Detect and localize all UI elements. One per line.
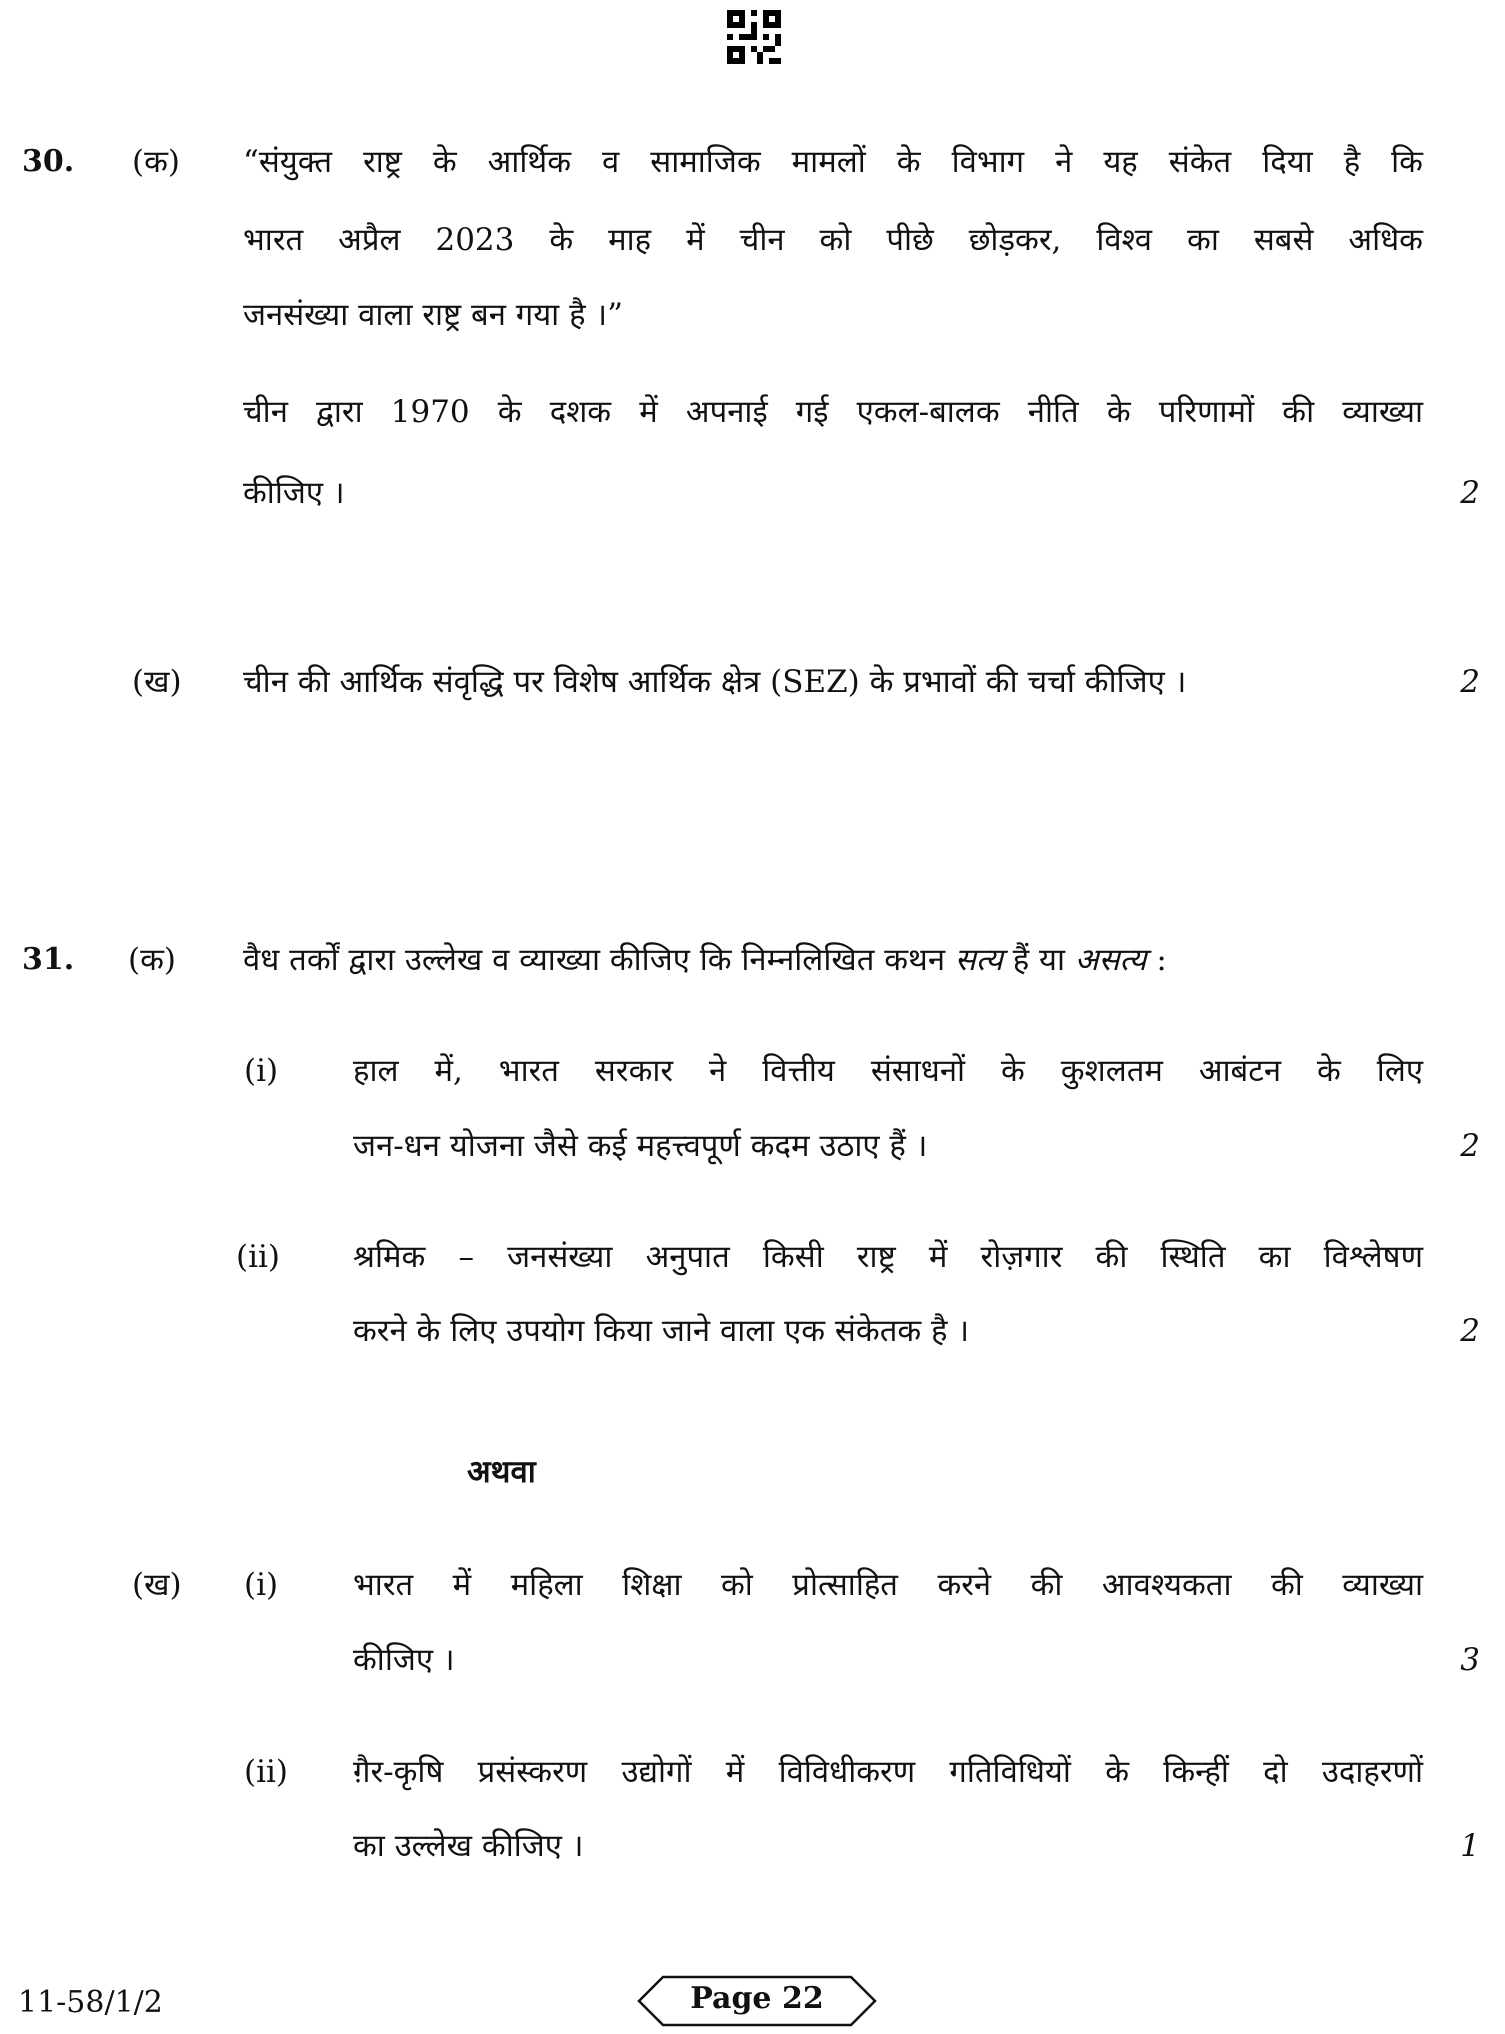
paper-code: 11-58/1/2 <box>18 1985 163 2020</box>
question-intro <box>243 940 1423 980</box>
marks: 3 <box>1460 1642 1480 1678</box>
subpart-label: (ii) <box>244 1754 289 1790</box>
question-text-line: भारत में महिला शिक्षा को प्रोत्साहित करने की आवश्यकता की व्याख्या <box>353 1567 1423 1603</box>
question-text-line: भारत अप्रैल 2023 के माह में चीन को पीछे छोड़कर, विश्व का सबसे अधिक <box>243 222 1423 258</box>
part-label: (क) <box>132 144 180 180</box>
question-text-line: चीन द्वारा 1970 के दशक में अपनाई गई एकल-बालक नीति के परिणामों की व्याख्या <box>243 394 1423 430</box>
marks: 2 <box>1460 664 1480 700</box>
intro-text: वैध तर्कों द्वारा उल्लेख व व्याख्या कीजिए कि निम्नलिखित कथन <box>243 942 946 978</box>
or-label: अथवा <box>467 1454 536 1490</box>
intro-false: असत्य <box>1074 942 1147 978</box>
question-text-line: जन-धन योजना जैसे कई महत्त्वपूर्ण कदम उठाए हैं । <box>353 1128 928 1164</box>
question-number: 30. <box>22 144 75 179</box>
subpart-label: (i) <box>244 1053 279 1089</box>
intro-colon: : <box>1156 942 1167 978</box>
marks: 2 <box>1460 475 1480 511</box>
intro-text: हैं या <box>1012 942 1066 978</box>
page-number-badge <box>637 1975 877 2027</box>
page-number: Page 22 <box>690 1981 824 2016</box>
marks: 2 <box>1460 1128 1480 1164</box>
question-text-line: चीन की आर्थिक संवृद्धि पर विशेष आर्थिक क्षेत्र (SEZ) के प्रभावों की चर्चा कीजिए । <box>243 664 1187 700</box>
qr-code-icon <box>727 10 781 64</box>
intro-true: सत्य <box>954 942 1003 978</box>
question-number: 31. <box>22 942 75 977</box>
subpart-label: (ii) <box>236 1239 281 1275</box>
marks: 2 <box>1460 1313 1480 1349</box>
question-text-line: जनसंख्या वाला राष्ट्र बन गया है ।” <box>243 297 623 333</box>
question-text-line: ग़ैर-कृषि प्रसंस्करण उद्योगों में विविधीकरण गतिविधियों के किन्हीं दो उदाहरणों <box>353 1754 1423 1790</box>
question-text-line: का उल्लेख कीजिए । <box>353 1828 584 1864</box>
question-text-line: हाल में, भारत सरकार ने वित्तीय संसाधनों के कुशलतम आबंटन के लिए <box>353 1053 1423 1089</box>
subpart-label: (i) <box>244 1567 279 1603</box>
marks: 1 <box>1460 1828 1480 1864</box>
question-text-line: करने के लिए उपयोग किया जाने वाला एक संकेतक है । <box>353 1313 970 1349</box>
part-label: (ख) <box>132 1567 182 1603</box>
question-text-line: “संयुक्त राष्ट्र के आर्थिक व सामाजिक मामलों के विभाग ने यह संकेत दिया है कि <box>243 144 1423 180</box>
question-text-line: कीजिए । <box>243 475 345 511</box>
question-text-line: कीजिए । <box>353 1642 455 1678</box>
question-text-line: श्रमिक – जनसंख्या अनुपात किसी राष्ट्र में रोज़गार की स्थिति का विश्लेषण <box>353 1239 1423 1275</box>
part-label: (ख) <box>132 664 182 700</box>
part-label: (क) <box>128 942 176 978</box>
